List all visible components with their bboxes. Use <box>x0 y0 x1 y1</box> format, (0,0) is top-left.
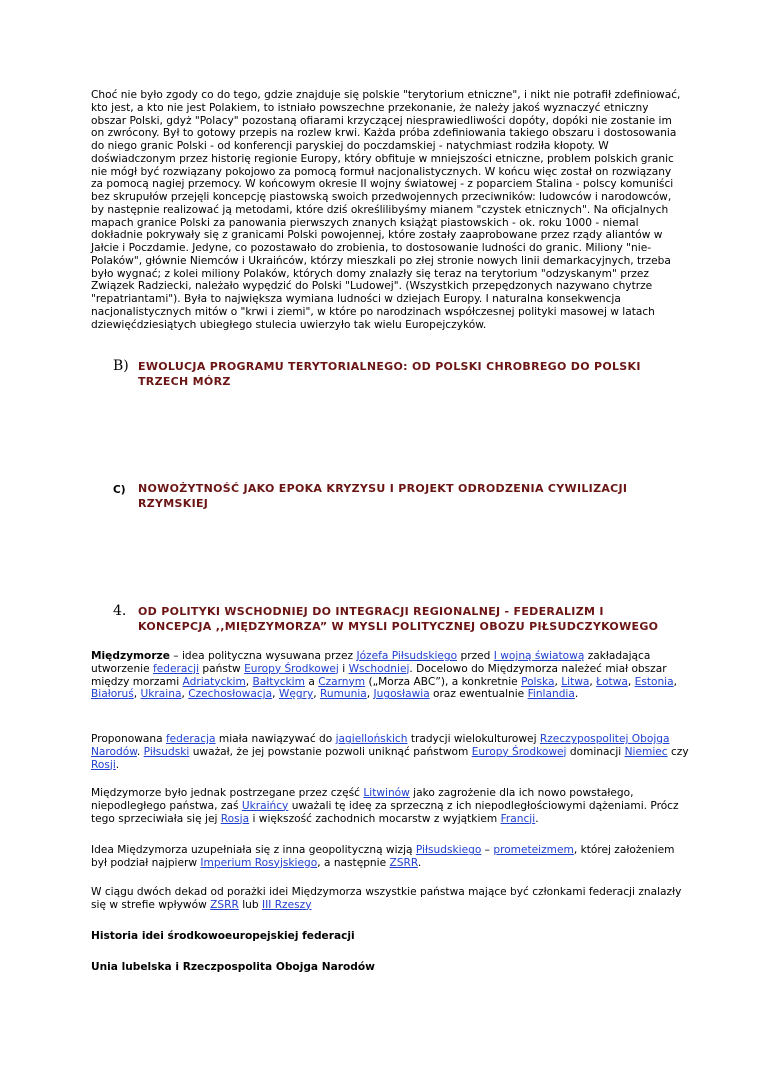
link-rosji[interactable]: Rosji <box>91 758 116 771</box>
link-litwa[interactable]: Litwa <box>561 675 590 688</box>
section-c-title: NOWOŻYTNOŚĆ JAKO EPOKA KRYZYSU I PROJEKT ODRODZENIA CYWILIZACJI RZYMSKIEJ <box>138 482 628 510</box>
paragraph-porazka <box>91 886 691 912</box>
text: W ciągu dwóch dekad od porażki idei Międzymorza wszystkie państwa mające być członkami federacji znalazły się w strefie wpływów <box>91 886 682 911</box>
link-polska[interactable]: Polska <box>521 675 555 688</box>
text: , <box>181 688 189 701</box>
link-federacja[interactable]: federacja <box>165 733 216 745</box>
link-baltyckim[interactable]: Bałtyckim <box>252 675 305 688</box>
text: zakładająca utworzenie <box>91 650 651 675</box>
link-europy-srodkowej-2[interactable]: Europy Środkowej <box>471 745 567 758</box>
link-rumunia[interactable]: Rumunia <box>319 688 367 701</box>
term-miedzymorze: Międzymorze <box>91 650 170 662</box>
link-jugoslawia[interactable]: Jugosławia <box>373 688 430 701</box>
link-iii-rzeszy[interactable]: III Rzeszy <box>261 898 312 911</box>
link-i-wojna-swiatowa[interactable]: I wojną światową <box>493 650 585 662</box>
text: , <box>366 688 374 701</box>
link-prometeizmem[interactable]: prometeizmem <box>493 844 574 856</box>
text: , <box>554 675 562 688</box>
link-wegry[interactable]: Węgry <box>278 688 314 701</box>
link-imperium-rosyjskiego[interactable]: Imperium Rosyjskiego <box>200 856 318 869</box>
link-zsrr-2[interactable]: ZSRR <box>210 898 239 911</box>
heading-historia-idei: Historia idei środkowoeuropejskiej federacji <box>91 930 355 942</box>
section-c-marker: C) <box>113 484 126 496</box>
text: , a następnie <box>317 856 390 869</box>
text: tradycji wielokulturowej <box>407 733 540 745</box>
text: . <box>574 688 579 701</box>
text: Proponowana <box>91 733 166 745</box>
text: oraz ewentualnie <box>429 688 528 701</box>
paragraph-sprzeciw <box>91 787 691 825</box>
link-jagiellonskich[interactable]: jagiellońskich <box>335 733 408 745</box>
link-czechoslowacja[interactable]: Czechosłowacja <box>188 688 273 701</box>
text: lub <box>238 898 262 911</box>
text: , <box>272 688 279 701</box>
link-rosja[interactable]: Rosja <box>220 812 250 825</box>
link-francji[interactable]: Francji <box>500 812 536 825</box>
intro-paragraph: Choć nie było zgody co do tego, gdzie znajduje się polskie "terytorium etniczne", i nikt nie potrafił zdefiniować, kto jest, a kto nie jest Polakiem, to istniało powszechne przekonanie, że należy jakoś wyznaczyć etniczny obszar Polski, gdyż "Polacy" pozostaną ofiarami krzyczącej niesprawiedliwości dopóty, dopóki nie zostanie im on zwrócony. Był to gotowy przepis na rozlew krwi. Każda próba zdefiniowania takiego obszaru i dostosowania do niego granic Polski - od konferencji paryskiej do poczdamskiej - natychmiast rodziła kłopoty. W doświadczonym przez historię regionie Europy, który obfituje w mniejszości etniczne, problem polskich granic nie mógł być rozwiązany pokojowo za pomocą formuł nacjonalistycznych. W końcu więc został on rozwiązany za pomocą nagiej przemocy. W końcowym okresie II wojny światowej - z poparciem Stalina - polscy komuniści bez skrupułów przejęli koncepcję piastowską swoich przedwojennych przeciwników: ludowców i narodowców, by następnie realizować ją metodami, które dziś określilibyśmy mianem "czystek etnicznych". Na oficjalnych mapach granice Polski za panowania pierwszych znanych książąt piastowskich - ok. roku 1000 - niemal dokładnie pokrywały się z granicami Polski powojennej, które zostały zaaprobowane przez rządy aliantów w Jałcie i Poczdamie. Jedyne, co pozostawało do zrobienia, to dostosowanie ludności do granic. Miliony "nie-Polaków", głównie Niemców i Ukraińców, którzy mieszkali po złej stronie nowych linii demarkacyjnych, trzeba było wygnać; z kolei miliony Polaków, których domy znalazły się teraz na terytorium "odzyskanym" przez Związek Radziecki, należało wypędzić do Polski "Ludowej". (Wszystkich przepędzonych nazywano chytrze "repatriantami"). Była to największa wymiana ludności w dziejach Europy. I naturalna konsekwencja nacjonalistycznych mitów o "krwi i ziemi", w które po narodzinach współczesnej polityki masowej w latach dziewięćdziesiątych ubiegłego stulecia uwierzyło tak wielu Europejczyków. <box>91 89 681 331</box>
link-zsrr[interactable]: ZSRR <box>389 856 418 869</box>
text: , <box>627 675 635 688</box>
text: („Morza ABC”), a konkretnie <box>365 675 522 688</box>
text: czy <box>667 745 689 758</box>
section-c <box>113 482 658 511</box>
text: , <box>673 675 677 688</box>
text: – <box>481 844 494 856</box>
link-lotwa[interactable]: Łotwa <box>596 675 628 688</box>
link-pilsudskiego-2[interactable]: Piłsudskiego <box>415 844 482 856</box>
paragraph-proponowana-federacja <box>91 733 691 771</box>
link-litwinow[interactable]: Litwinów <box>363 787 410 799</box>
text: Idea Międzymorza uzupełniała się z inna geopolityczną wizją <box>91 844 416 856</box>
section-b-marker: B) <box>113 358 129 374</box>
link-finlandia[interactable]: Finlandia <box>527 688 575 701</box>
text: a <box>304 675 319 688</box>
text: . <box>535 812 539 825</box>
text: dominacji <box>566 745 625 758</box>
link-niemiec[interactable]: Niemiec <box>624 745 668 758</box>
link-czarnym[interactable]: Czarnym <box>318 675 366 688</box>
text: państw <box>199 662 245 675</box>
link-ukraincy[interactable]: Ukraińcy <box>241 799 289 812</box>
link-adriatyckim[interactable]: Adriatyckim <box>182 675 246 688</box>
link-jozef-pilsudski[interactable]: Józefa Piłsudskiego <box>356 650 458 662</box>
link-bialorus[interactable]: Białoruś <box>91 688 134 701</box>
text: . <box>115 758 120 771</box>
link-estonia[interactable]: Estonia <box>634 675 674 688</box>
text: uważał, że jej powstanie pozwoli uniknąć państwom <box>189 745 472 758</box>
text: , <box>133 688 141 701</box>
text: . <box>136 745 144 758</box>
heading-unia-lubelska: Unia lubelska i Rzeczpospolita Obojga Narodów <box>91 961 375 973</box>
text: , <box>589 675 597 688</box>
link-pilsudski[interactable]: Piłsudski <box>143 745 190 758</box>
text: . <box>417 856 422 869</box>
section-4-title: OD POLITYKI WSCHODNIEJ DO INTEGRACJI REGIONALNEJ - FEDERALIZM I KONCEPCJA ,,MIĘDZYMORZA” W MYSLI POLITYCZNEJ OBOZU PIŁSUDCZYKOWEGO <box>138 605 659 633</box>
text: , której założeniem był podział najpierw <box>91 844 675 869</box>
text: jako zagrożenie dla ich nowo powstałego, niepodległego państwa, zaś <box>91 787 634 812</box>
section-b <box>113 360 658 389</box>
link-europy-srodkowej[interactable]: Europy Środkowej <box>244 662 339 675</box>
section-b-title: EWOLUCJA PROGRAMU TERYTORIALNEGO: OD POLSKI CHROBREGO DO POLSKI TRZECH MÓRZ <box>138 360 641 388</box>
text: i <box>338 662 349 675</box>
text: – idea polityczna wysuwana przez <box>169 650 357 662</box>
link-wschodniej[interactable]: Wschodniej <box>348 662 410 675</box>
section-4-marker: 4. <box>113 603 127 619</box>
section-4 <box>113 605 668 634</box>
text: , <box>245 675 253 688</box>
link-rzeczypospolitej-obojga-narodow[interactable]: Rzeczypospolitej Obojga Narodów <box>91 733 670 758</box>
text: uważali tę ideę za sprzeczną z ich niepodległościowymi dążeniami. Prócz tego sprzeciwiała się jej <box>91 799 679 825</box>
text: , <box>313 688 320 701</box>
paragraph-miedzymorze-definition <box>91 650 691 701</box>
text: Międzymorze było jednak postrzegane przez część <box>91 787 364 799</box>
link-ukraina[interactable]: Ukraina <box>140 688 182 701</box>
text: . Docelowo do Międzymorza należeć miał obszar między morzami <box>91 662 667 688</box>
paragraph-prometeizm <box>91 844 691 870</box>
text: miała nawiązywać do <box>215 733 336 745</box>
text: przed <box>457 650 494 662</box>
link-federacji[interactable]: federacji <box>153 662 200 675</box>
text: i większość zachodnich mocarstw z wyjątkiem <box>249 812 501 825</box>
